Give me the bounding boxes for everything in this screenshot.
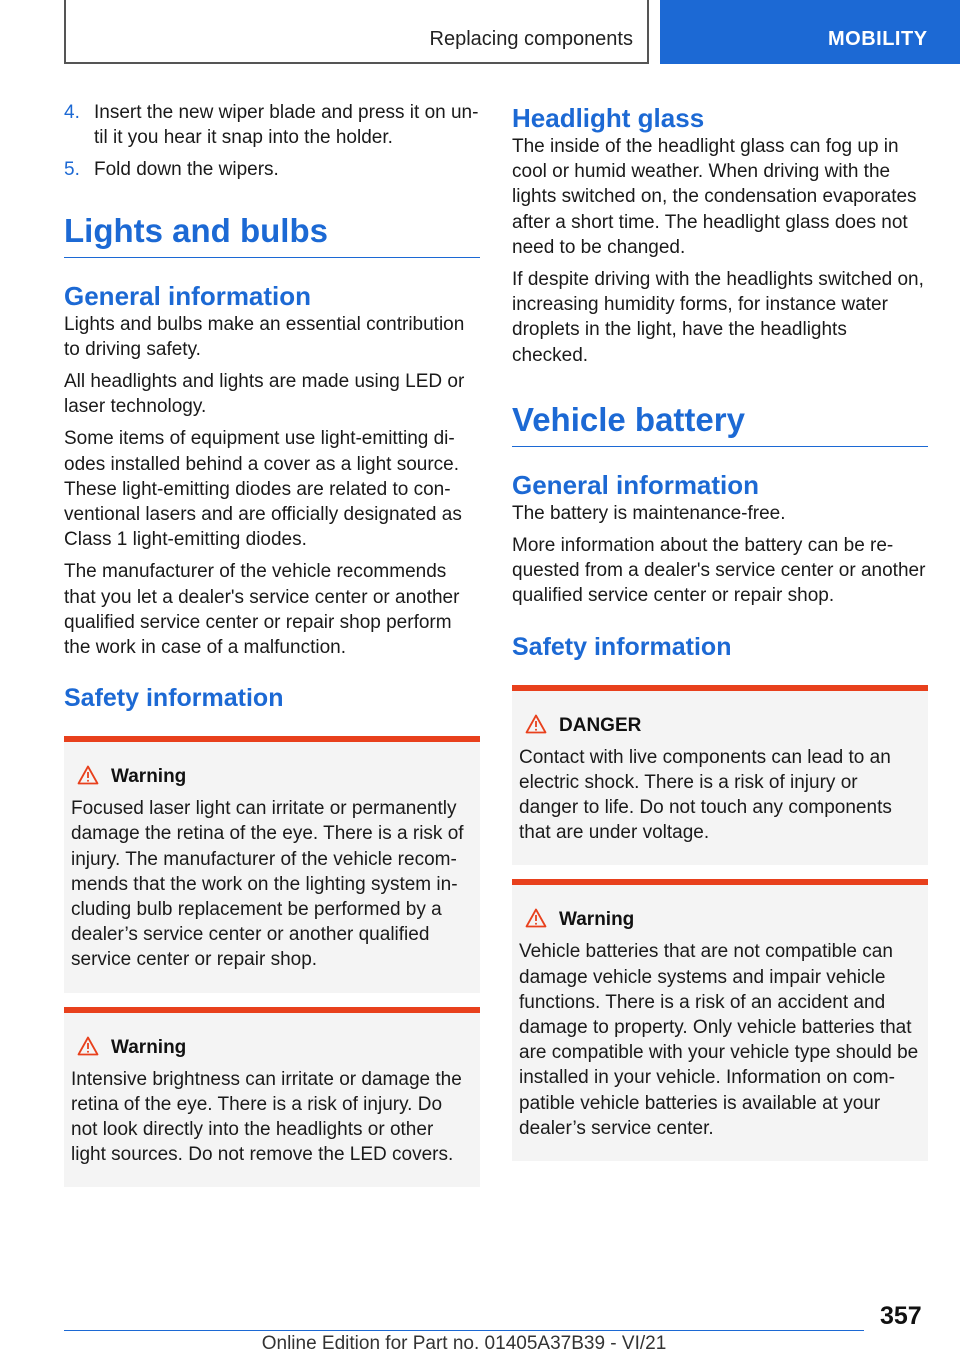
heading-vehicle-battery: Vehicle battery [512, 400, 928, 447]
warning-text: Intensive brightness can irritate or damage the retina of the eye. There is a risk of injury. Do not look directly into the headlights or other light sources. Do not remove the LED covers. [71, 1068, 462, 1166]
step-number: 4. [64, 102, 80, 123]
heading-lights-and-bulbs: Lights and bulbs [64, 211, 480, 258]
warning-triangle-icon [71, 765, 111, 789]
paragraph: The inside of the headlight glass can fog up in cool or humid weather. When driving with the lights switched on, the condensation evaporates after a short time. The headlight glass does not need to be changed. [512, 136, 917, 258]
warning-title: Warning [559, 909, 635, 931]
header-chapter-tab [660, 0, 960, 64]
header-section-title: Replacing components [429, 28, 633, 50]
paragraph: All headlights and lights are made using LED or laser technology. [64, 371, 465, 418]
warning-header [519, 713, 921, 739]
danger-box [512, 685, 928, 866]
paragraph: More information about the battery can be re-quested from a dealer's service center or another qualified service center or repair shop. [512, 535, 926, 607]
right-column [512, 100, 928, 1161]
paragraph: The manufacturer of the vehicle recommends that you let a dealer's service center or another qualified service center or repair shop perform the work in case of a malfunction. [64, 561, 460, 659]
warning-box [64, 736, 480, 992]
paragraph: Lights and bulbs make an essential contribution to driving safety. [64, 313, 465, 360]
heading-safety-information: Safety information [64, 684, 284, 713]
footer-edition: Online Edition for Part no. 01405A37B39 - VI/21 [261, 1333, 667, 1354]
step-item [64, 157, 480, 182]
header-chapter-title: MOBILITY [828, 28, 928, 50]
step-number: 5. [64, 159, 80, 181]
warning-text: Focused laser light can irritate or permanently damage the retina of the eye. There is a risk of injury. The manufacturer of the vehicle recom-mends that the work on the lighting system in-cluding bulb replacement be performed by a dealer’s service center or another qualified service center or repair shop. [71, 798, 464, 971]
heading-general-information: General information [512, 469, 760, 500]
step-item [64, 100, 480, 150]
footer-divider [64, 1330, 864, 1331]
warning-triangle-icon [71, 1036, 111, 1060]
warning-header [519, 907, 921, 933]
warning-text: Contact with live components can lead to an electric shock. There is a risk of injury or danger to life. Do not touch any components that are under voltage. [519, 746, 892, 844]
warning-header [71, 764, 473, 790]
warning-title: DANGER [559, 714, 642, 736]
header-section-box [64, 0, 649, 64]
warning-box [512, 879, 928, 1161]
warning-title: Warning [111, 1036, 187, 1058]
left-column [64, 100, 480, 1187]
warning-box [64, 1007, 480, 1188]
warning-header [71, 1035, 473, 1061]
step-text: Insert the new wiper blade and press it on un-til it you hear it snap into the holder. [94, 102, 479, 149]
warning-triangle-icon [519, 714, 559, 738]
warning-triangle-icon [519, 908, 559, 932]
step-text: Fold down the wipers. [94, 159, 279, 181]
heading-general-information: General information [64, 280, 312, 311]
paragraph: Some items of equipment use light-emitting di-odes installed behind a cover as a light source. These light-emitting diodes are related to con-ventional lasers and are officially designated as Class 1 light-emitting diodes. [64, 428, 462, 551]
heading-safety-information: Safety information [512, 632, 732, 661]
heading-headlight-glass: Headlight glass [512, 103, 705, 133]
page-number: 357 [880, 1302, 922, 1330]
warning-text: Vehicle batteries that are not compatible can damage vehicle systems and impair vehicle functions. There is a risk of an accident and damage to property. Only vehicle batteries that are compatible with your vehicle type should be installed in your vehicle. Information on com-patible vehicle batteries is available at your dealer’s service center. [519, 941, 919, 1139]
paragraph: If despite driving with the headlights switched on, increasing humidity forms, for instance water droplets in the light, have the headlights checked. [512, 269, 924, 366]
warning-title: Warning [111, 766, 187, 788]
paragraph: The battery is maintenance-free. [512, 502, 786, 524]
